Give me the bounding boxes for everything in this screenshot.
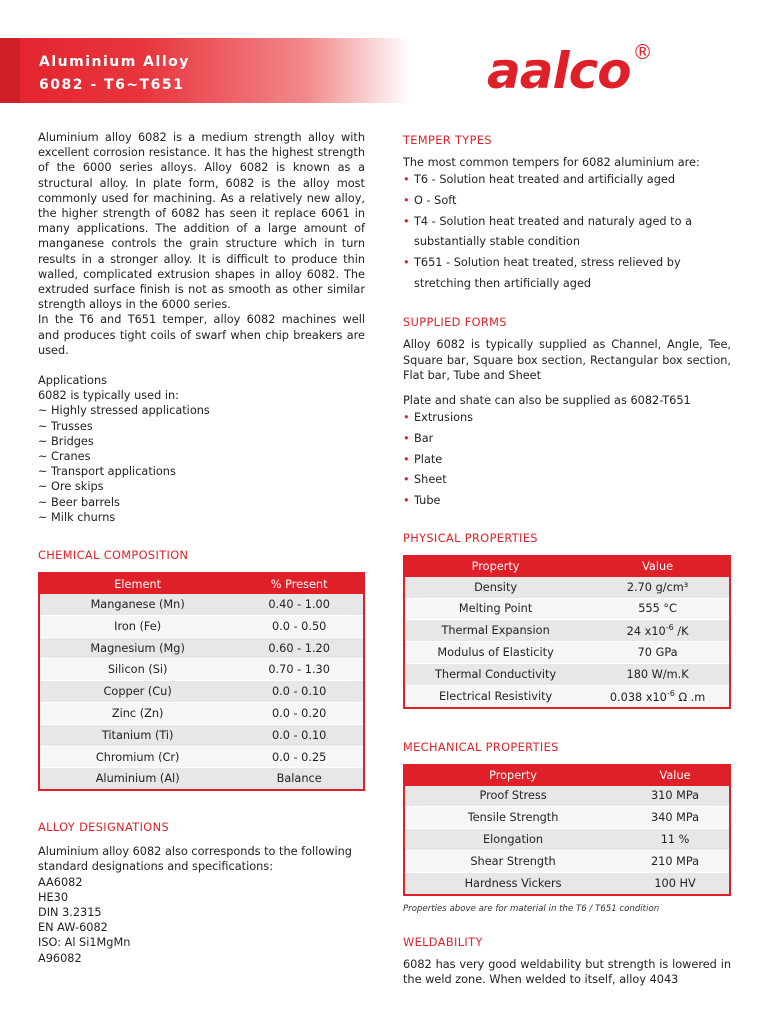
designation-item: ISO: Al Si1MgMn — [38, 936, 131, 950]
application-item: ~ Ore skips — [38, 480, 104, 494]
percent-cell: 0.0 - 0.10 — [235, 681, 364, 703]
logo-text: aalco — [487, 42, 631, 100]
table-row — [39, 703, 364, 725]
table-row — [404, 850, 730, 872]
list-item: • Plate — [403, 450, 731, 471]
value-cell: 24 $x10^{-6}$ /K — [586, 620, 730, 642]
machining-paragraph: In the T6 and T651 temper, alloy 6082 machines well and produces tight coils of swarf when chip breakers are used. — [38, 313, 365, 357]
table-row — [404, 786, 730, 807]
percent-cell: 0.70 - 1.30 — [235, 659, 364, 681]
list-item: • Sheet — [403, 470, 731, 491]
percent-cell: 0.40 - 1.00 — [235, 594, 364, 615]
value-cell: 0.038 $x10^{-6}$ Ω .m — [586, 685, 730, 707]
property-cell: Hardness Vickers — [404, 872, 621, 894]
property-cell: Elongation — [404, 829, 621, 851]
application-item: ~ Transport applications — [38, 465, 176, 479]
table-row — [404, 642, 730, 664]
list-item: • O - Soft — [403, 191, 731, 212]
column-header-value: Value — [586, 556, 730, 577]
bullet-icon: • — [403, 473, 410, 487]
chemical-composition-heading: CHEMICAL COMPOSITION — [38, 549, 189, 563]
property-cell: Electrical Resistivity — [404, 685, 586, 707]
table-row — [39, 659, 364, 681]
applications-list — [38, 403, 365, 525]
header-edge — [0, 38, 20, 103]
value-cell: 310 MPa — [621, 786, 730, 807]
value-cell: 2.70 g/cm³ — [586, 577, 730, 598]
applications-heading: Applications — [38, 374, 108, 388]
percent-cell: 0.0 - 0.50 — [235, 615, 364, 637]
percent-cell: 0.0 - 0.20 — [235, 703, 364, 725]
forms-list — [403, 408, 731, 512]
column-header-property: Property — [404, 556, 586, 577]
bullet-icon: • — [403, 214, 410, 228]
table-row — [39, 637, 364, 659]
value-cell: 100 HV — [621, 872, 730, 894]
application-item: ~ Trusses — [38, 419, 93, 433]
element-cell: Manganese (Mn) — [39, 594, 235, 615]
designation-item: A96082 — [38, 951, 82, 965]
bullet-icon: • — [403, 193, 410, 207]
element-cell: Titanium (Ti) — [39, 724, 235, 746]
bullet-icon: • — [403, 494, 410, 508]
right-column — [403, 134, 731, 987]
property-cell: Thermal Conductivity — [404, 663, 586, 685]
bullet-icon: • — [403, 452, 410, 466]
intro-paragraph: Aluminium alloy 6082 is a medium strength alloy with excellent corrosion resistance. It has the highest strength of the 6000 series alloys. Alloy 6082 is known as a structural alloy. In plate form, 6082 is the alloy most commonly used for machining. As a relatively new alloy, the higher strength of 6082 has seen it replace 6061 in many applications. The addition of a large amount of manganese controls the grain structure which in turn results in a stronger alloy. It is difficult to produce thin walled, complicated extrusion shapes in alloy 6082. The extruded surface finish is not as smooth as other similar strength alloys in the 6000 series. — [38, 131, 365, 312]
bullet-icon: • — [403, 411, 410, 425]
condition-note: Properties above are for material in the T6 / T651 condition — [403, 903, 660, 914]
aalco-logo — [487, 40, 652, 100]
table-row — [404, 663, 730, 685]
property-cell: Tensile Strength — [404, 807, 621, 829]
element-cell: Silicon (Si) — [39, 659, 235, 681]
list-item: • Tube — [403, 491, 731, 512]
weldability-heading: WELDABILITY — [403, 935, 483, 949]
table-row — [404, 829, 730, 851]
element-cell: Iron (Fe) — [39, 615, 235, 637]
table-row — [404, 620, 730, 642]
percent-cell: Balance — [235, 768, 364, 790]
physical-properties-table — [403, 555, 731, 709]
table-row — [39, 615, 364, 637]
table-row — [404, 807, 730, 829]
element-cell: Aluminium (Al) — [39, 768, 235, 790]
left-column — [38, 130, 365, 966]
applications-subheading: 6082 is typically used in: — [38, 389, 179, 403]
percent-cell: 0.0 - 0.25 — [235, 746, 364, 768]
tempers-list — [403, 170, 731, 294]
table-row — [404, 598, 730, 620]
registered-mark: ® — [632, 40, 652, 64]
element-cell: Copper (Cu) — [39, 681, 235, 703]
property-cell: Thermal Expansion — [404, 620, 586, 642]
list-item: • Bar — [403, 429, 731, 450]
percent-cell: 0.0 - 0.10 — [235, 724, 364, 746]
application-item: ~ Milk churns — [38, 510, 116, 524]
designations-list — [38, 875, 365, 966]
table-row — [39, 594, 364, 615]
element-cell: Chromium (Cr) — [39, 746, 235, 768]
list-item: • T6 - Solution heat treated and artificially aged — [403, 170, 731, 191]
application-item: ~ Cranes — [38, 450, 91, 464]
table-row — [39, 681, 364, 703]
property-cell: Density — [404, 577, 586, 598]
table-row — [39, 768, 364, 790]
chemical-composition-table — [38, 572, 365, 791]
table-row — [39, 746, 364, 768]
bullet-icon: • — [403, 173, 410, 187]
property-cell: Shear Strength — [404, 850, 621, 872]
bullet-icon: • — [403, 256, 410, 270]
supplied-forms-intro: Alloy 6082 is typically supplied as Channel, Angle, Tee, Square bar, Square box section, Rectangular box section, Flat bar, Tube and Sheet — [403, 338, 731, 382]
value-cell: 555 °C — [586, 598, 730, 620]
value-cell: 11 % — [621, 829, 730, 851]
table-row — [404, 577, 730, 598]
doc-title-line1: Aluminium Alloy — [39, 54, 190, 70]
designation-item: HE30 — [38, 890, 69, 904]
column-header-element: Element — [39, 573, 235, 594]
designations-intro: Aluminium alloy 6082 also corresponds to the following standard designations and specifications: — [38, 845, 352, 874]
list-item: • Extrusions — [403, 408, 731, 429]
table-header-row — [404, 765, 730, 786]
value-cell: 180 W/m.K — [586, 663, 730, 685]
doc-title-line2: 6082 - T6~T651 — [39, 77, 185, 93]
application-item: ~ Beer barrels — [38, 495, 120, 509]
supplied-forms-heading: SUPPLIED FORMS — [403, 316, 507, 330]
header-band — [0, 38, 410, 103]
value-cell: 340 MPa — [621, 807, 730, 829]
value-cell: 210 MPa — [621, 850, 730, 872]
table-row — [404, 685, 730, 707]
bullet-icon: • — [403, 431, 410, 445]
application-item: ~ Bridges — [38, 434, 94, 448]
physical-properties-heading: PHYSICAL PROPERTIES — [403, 531, 538, 545]
column-header-percent: % Present — [235, 573, 364, 594]
alloy-designations-heading: ALLOY DESIGNATIONS — [38, 821, 170, 835]
designation-item: EN AW-6082 — [38, 921, 108, 935]
table-row — [39, 724, 364, 746]
designation-item: AA6082 — [38, 875, 83, 889]
column-header-value: Value — [621, 765, 730, 786]
mechanical-properties-table — [403, 764, 731, 896]
table-row — [404, 872, 730, 894]
list-item: • T4 - Solution heat treated and naturaly aged to a substantially stable condition — [403, 212, 731, 253]
weldability-text: 6082 has very good weldability but strength is lowered in the weld zone. When welded to itself, alloy 4043 — [403, 957, 731, 986]
property-cell: Modulus of Elasticity — [404, 642, 586, 664]
plate-note: Plate and shate can also be supplied as 6082-T651 — [403, 394, 691, 408]
application-item: ~ Highly stressed applications — [38, 404, 210, 418]
column-header-property: Property — [404, 765, 621, 786]
list-item: • T651 - Solution heat treated, stress relieved by stretching then artificially aged — [403, 253, 731, 294]
designation-item: DIN 3.2315 — [38, 906, 102, 920]
temper-types-heading: TEMPER TYPES — [403, 134, 492, 147]
table-header-row — [404, 556, 730, 577]
table-header-row — [39, 573, 364, 594]
mechanical-properties-heading: MECHANICAL PROPERTIES — [403, 740, 559, 754]
element-cell: Magnesium (Mg) — [39, 637, 235, 659]
tempers-intro: The most common tempers for 6082 aluminium are: — [403, 156, 700, 169]
percent-cell: 0.60 - 1.20 — [235, 637, 364, 659]
property-cell: Melting Point — [404, 598, 586, 620]
property-cell: Proof Stress — [404, 786, 621, 807]
element-cell: Zinc (Zn) — [39, 703, 235, 725]
value-cell: 70 GPa — [586, 642, 730, 664]
